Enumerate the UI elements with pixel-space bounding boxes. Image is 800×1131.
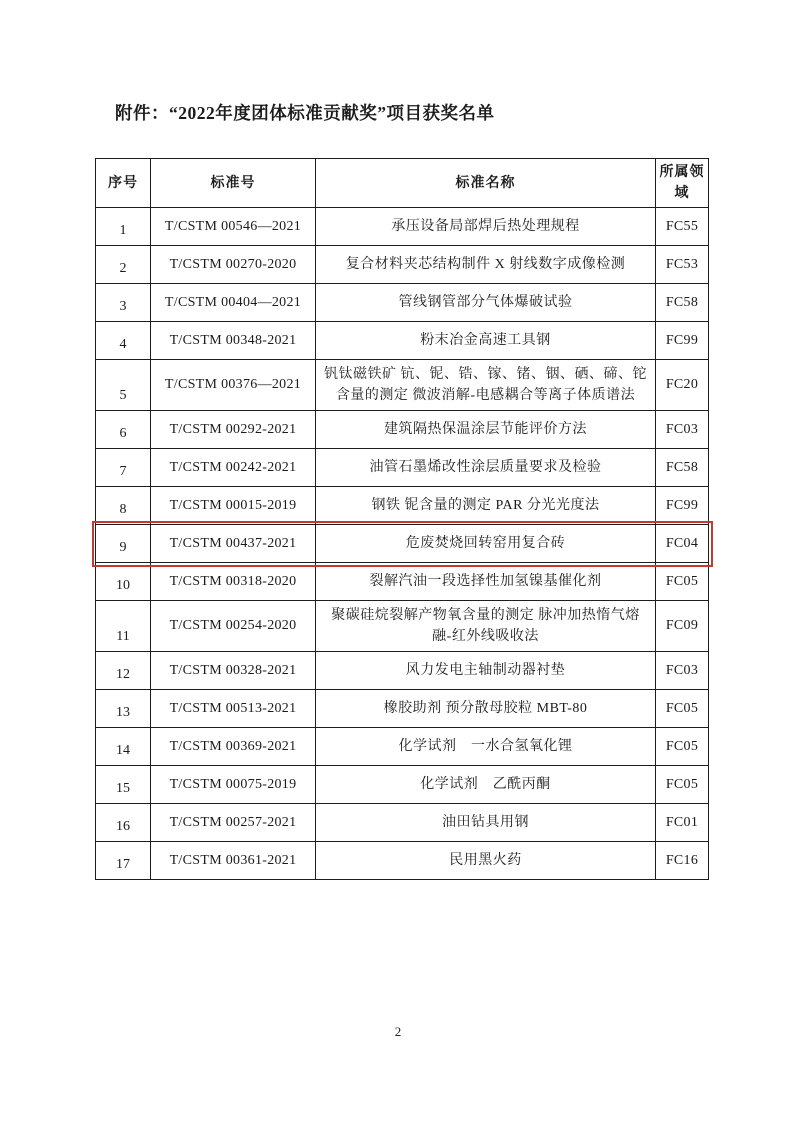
field-code-cell: FC58 <box>656 284 709 322</box>
row-number-cell: 11 <box>96 601 151 652</box>
field-code-cell: FC01 <box>656 804 709 842</box>
page-title: 附件：“2022年度团体标准贡献奖”项目获奖名单 <box>115 103 495 123</box>
standard-number-cell: T/CSTM 00546—2021 <box>151 208 316 246</box>
field-code-cell: FC53 <box>656 246 709 284</box>
table-row <box>96 601 709 652</box>
standard-name-cell: 危废焚烧回转窑用复合砖 <box>316 525 656 563</box>
field-code-cell: FC05 <box>656 690 709 728</box>
standard-number-cell: T/CSTM 00376—2021 <box>151 360 316 411</box>
table-row <box>96 690 709 728</box>
table-row <box>96 284 709 322</box>
standard-number-cell: T/CSTM 00318-2020 <box>151 563 316 601</box>
header-standard-name: 标准名称 <box>316 159 656 208</box>
standard-name-cell: 承压设备局部焊后热处理规程 <box>316 208 656 246</box>
standard-name-cell: 粉末冶金高速工具钢 <box>316 322 656 360</box>
standard-number-cell: T/CSTM 00292-2021 <box>151 411 316 449</box>
field-code-cell: FC05 <box>656 563 709 601</box>
field-code-cell: FC99 <box>656 322 709 360</box>
standard-name-cell: 橡胶助剂 预分散母胶粒 MBT-80 <box>316 690 656 728</box>
standard-name-cell: 风力发电主轴制动器衬垫 <box>316 652 656 690</box>
table-row <box>96 246 709 284</box>
standard-number-cell: T/CSTM 00404—2021 <box>151 284 316 322</box>
row-number-cell: 15 <box>96 766 151 804</box>
table-row <box>96 208 709 246</box>
row-number-cell: 12 <box>96 652 151 690</box>
row-number-cell: 8 <box>96 487 151 525</box>
standard-number-cell: T/CSTM 00075-2019 <box>151 766 316 804</box>
row-number-cell: 17 <box>96 842 151 880</box>
table-row <box>96 322 709 360</box>
table-row <box>96 842 709 880</box>
field-code-cell: FC05 <box>656 766 709 804</box>
standard-name-cell: 钢铁 铌含量的测定 PAR 分光光度法 <box>316 487 656 525</box>
row-number-cell: 6 <box>96 411 151 449</box>
table-row <box>96 449 709 487</box>
field-code-cell: FC09 <box>656 601 709 652</box>
field-code-cell: FC99 <box>656 487 709 525</box>
standard-name-cell: 建筑隔热保温涂层节能评价方法 <box>316 411 656 449</box>
standard-number-cell: T/CSTM 00361-2021 <box>151 842 316 880</box>
table-row <box>96 766 709 804</box>
row-number-cell: 16 <box>96 804 151 842</box>
field-code-cell: FC20 <box>656 360 709 411</box>
row-number-cell: 14 <box>96 728 151 766</box>
row-number-cell: 5 <box>96 360 151 411</box>
row-number-cell: 9 <box>96 525 151 563</box>
row-number-cell: 10 <box>96 563 151 601</box>
field-code-cell: FC55 <box>656 208 709 246</box>
row-number-cell: 1 <box>96 208 151 246</box>
awards-table <box>95 158 709 880</box>
standard-name-cell: 管线钢管部分气体爆破试验 <box>316 284 656 322</box>
table-row <box>96 652 709 690</box>
standard-name-cell: 化学试剂 乙酰丙酮 <box>316 766 656 804</box>
table-row <box>96 563 709 601</box>
standard-number-cell: T/CSTM 00328-2021 <box>151 652 316 690</box>
table-row <box>96 728 709 766</box>
standard-number-cell: T/CSTM 00242-2021 <box>151 449 316 487</box>
row-number-cell: 13 <box>96 690 151 728</box>
standard-name-cell: 复合材料夹芯结构制件 X 射线数字成像检测 <box>316 246 656 284</box>
row-number-cell: 7 <box>96 449 151 487</box>
standard-name-cell: 化学试剂 一水合氢氧化锂 <box>316 728 656 766</box>
page-number: 2 <box>394 1024 402 1039</box>
field-code-cell: FC05 <box>656 728 709 766</box>
table-row <box>96 525 709 563</box>
standard-number-cell: T/CSTM 00369-2021 <box>151 728 316 766</box>
standard-number-cell: T/CSTM 00015-2019 <box>151 487 316 525</box>
standard-name-cell: 民用黑火药 <box>316 842 656 880</box>
field-code-cell: FC16 <box>656 842 709 880</box>
standard-name-cell: 油管石墨烯改性涂层质量要求及检验 <box>316 449 656 487</box>
standard-name-cell: 裂解汽油一段选择性加氢镍基催化剂 <box>316 563 656 601</box>
row-number-cell: 4 <box>96 322 151 360</box>
field-code-cell: FC04 <box>656 525 709 563</box>
standard-number-cell: T/CSTM 00348-2021 <box>151 322 316 360</box>
table-row <box>96 804 709 842</box>
standard-name-cell: 聚碳硅烷裂解产物氧含量的测定 脉冲加热惰气熔融-红外线吸收法 <box>316 601 656 652</box>
standard-name-cell: 油田钻具用钢 <box>316 804 656 842</box>
header-standard-number: 标准号 <box>151 159 316 208</box>
standard-name-cell: 钒钛磁铁矿 钪、铌、锆、镓、锗、铟、硒、碲、铊含量的测定 微波消解-电感耦合等离子体质谱法 <box>316 360 656 411</box>
header-row-number: 序号 <box>96 159 151 208</box>
header-field: 所属领域 <box>656 159 709 208</box>
row-number-cell: 3 <box>96 284 151 322</box>
standard-number-cell: T/CSTM 00513-2021 <box>151 690 316 728</box>
standard-number-cell: T/CSTM 00254-2020 <box>151 601 316 652</box>
table-header-row <box>96 159 709 208</box>
standard-number-cell: T/CSTM 00437-2021 <box>151 525 316 563</box>
field-code-cell: FC03 <box>656 652 709 690</box>
table-row <box>96 360 709 411</box>
field-code-cell: FC58 <box>656 449 709 487</box>
standard-number-cell: T/CSTM 00257-2021 <box>151 804 316 842</box>
table-body <box>96 208 709 880</box>
field-code-cell: FC03 <box>656 411 709 449</box>
table-row <box>96 411 709 449</box>
standard-number-cell: T/CSTM 00270-2020 <box>151 246 316 284</box>
row-number-cell: 2 <box>96 246 151 284</box>
table-row <box>96 487 709 525</box>
